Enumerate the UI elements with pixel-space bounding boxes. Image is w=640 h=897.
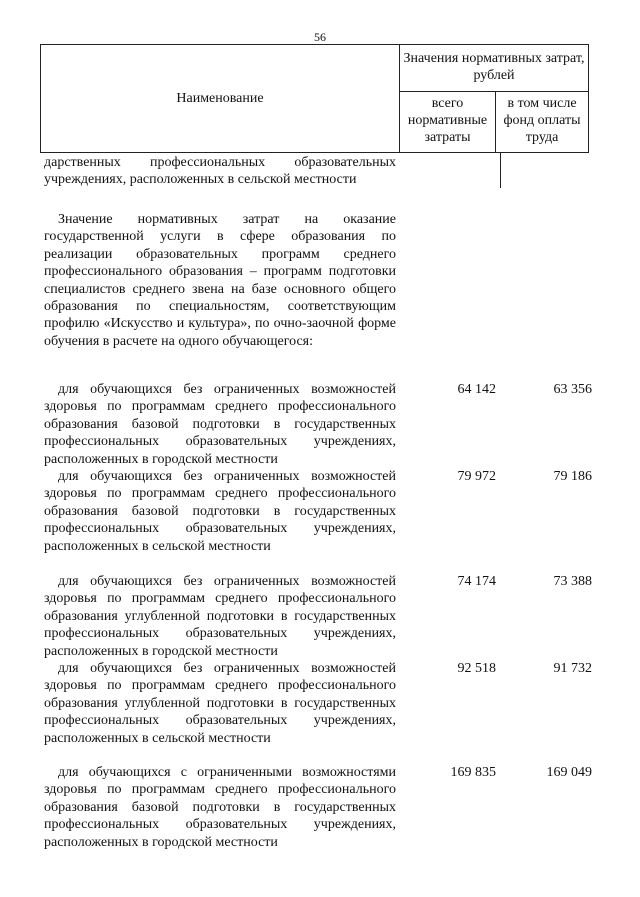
row-fund-value: 91 732	[553, 661, 592, 676]
row-description: Значение нормативных затрат на оказание государственной услуги в сфере образования по реализации образовательных программ среднего профессионального образования – программ подготовки специалистов среднего звена на базе основного общего образования по специальностям, соответствующим профилю «Искусство и культура», по очно-заочной форме обучения в расчете на одного обучающегося:	[44, 212, 396, 349]
column-header-total: всего нормативные затраты	[400, 92, 496, 152]
row-total-value: 74 174	[457, 574, 496, 589]
column-header-fund: в том числе фонд оплаты труда	[503, 96, 581, 145]
column-divider	[500, 153, 501, 188]
page-number: 56	[314, 30, 326, 44]
row-description: для обучающихся без ограниченных возможностей здоровья по программам среднего профессионального образования углубленной подготовки в государственных профессиональных образовательных учреждениях, расположенных в сельской местности	[44, 661, 396, 746]
column-header-values: Значения нормативных затрат, рублей	[400, 45, 588, 92]
row-total-value: 79 972	[457, 469, 496, 484]
row-fund-value: 169 049	[546, 765, 592, 780]
row-description: для обучающихся с ограниченными возможностями здоровья по программам среднего профессионального образования базовой подготовки в государственных профессиональных образовательных учреждениях, расположенных в городской местности	[44, 765, 396, 850]
row-total-value: 64 142	[457, 382, 496, 397]
row-description: дарственных профессиональных образовательных учреждениях, расположенных в сельской местности	[44, 155, 396, 188]
row-total-value: 92 518	[457, 661, 496, 676]
table-header	[40, 44, 589, 153]
row-fund-value: 73 388	[553, 574, 592, 589]
row-description: для обучающихся без ограниченных возможностей здоровья по программам среднего профессионального образования углубленной подготовки в государственных профессиональных образовательных учреждениях, расположенных в городской местности	[44, 574, 396, 659]
row-fund-value: 79 186	[553, 469, 592, 484]
row-fund-value: 63 356	[553, 382, 592, 397]
column-header-name: Наименование	[41, 45, 400, 152]
row-total-value: 169 835	[450, 765, 496, 780]
row-description: для обучающихся без ограниченных возможностей здоровья по программам среднего профессионального образования базовой подготовки в государственных профессиональных образовательных учреждениях, расположенных в сельской местности	[44, 469, 396, 554]
row-description: для обучающихся без ограниченных возможностей здоровья по программам среднего профессионального образования базовой подготовки в государственных профессиональных образовательных учреждениях, расположенных в городской местности	[44, 382, 396, 467]
